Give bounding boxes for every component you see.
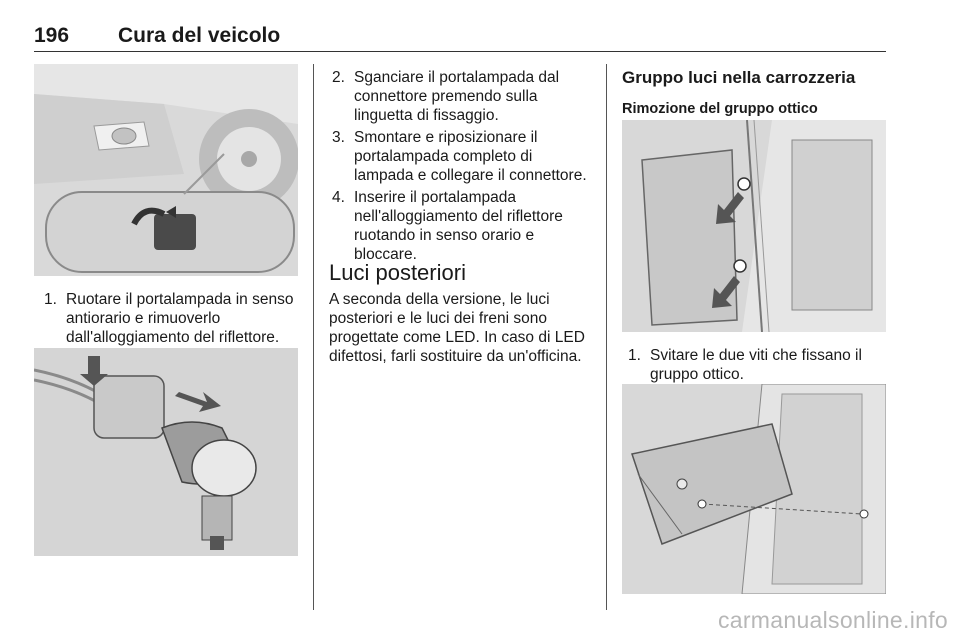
page-header (34, 22, 886, 52)
watermark: carmanualsonline.info (717, 607, 948, 633)
step-text: Ruotare il portalampada in senso antiorario e rimuoverlo dall'alloggiamento del riflettore. (66, 291, 294, 346)
page-number: 196 (34, 24, 70, 47)
step-text: Svitare le due viti che fissano il gruppo ottico. (650, 347, 862, 383)
illustration-lamp-holder-bulb (34, 348, 298, 556)
step-text: Sganciare il portalampada dal connettore premendo sulla linguetta di fissaggio. (354, 69, 560, 124)
step-number: 4. (332, 189, 345, 206)
illustration-fog-lamp-access (34, 64, 298, 276)
page-title: Cura del veicolo (118, 24, 281, 47)
step-number: 1. (44, 291, 57, 308)
illustration-tail-lamp-screws (622, 120, 886, 332)
step-text: Inserire il portalampada nell'alloggiamento del riflettore ruotando in senso orario e bloccare. (354, 189, 563, 263)
step-text: Smontare e riposizionare il portalampada completo di lampada e collegare il connettore. (354, 129, 587, 184)
illustration-tail-lamp-removed (622, 384, 886, 594)
rear-lights-paragraph: A seconda della versione, le luci posteriori e le luci dei freni sono progettate come LED. In caso di LED difettosi, farli sostituire da un'officina. (329, 291, 585, 365)
subsection-title-removal: Rimozione del gruppo ottico (622, 101, 818, 117)
column-divider-left (313, 64, 314, 610)
section-title-body-lights: Gruppo luci nella carrozzeria (622, 68, 856, 87)
step-number: 2. (332, 69, 345, 86)
section-title-rear-lights: Luci posteriori (329, 260, 466, 285)
step-number: 1. (628, 347, 641, 364)
column-divider-right (606, 64, 607, 610)
step-number: 3. (332, 129, 345, 146)
